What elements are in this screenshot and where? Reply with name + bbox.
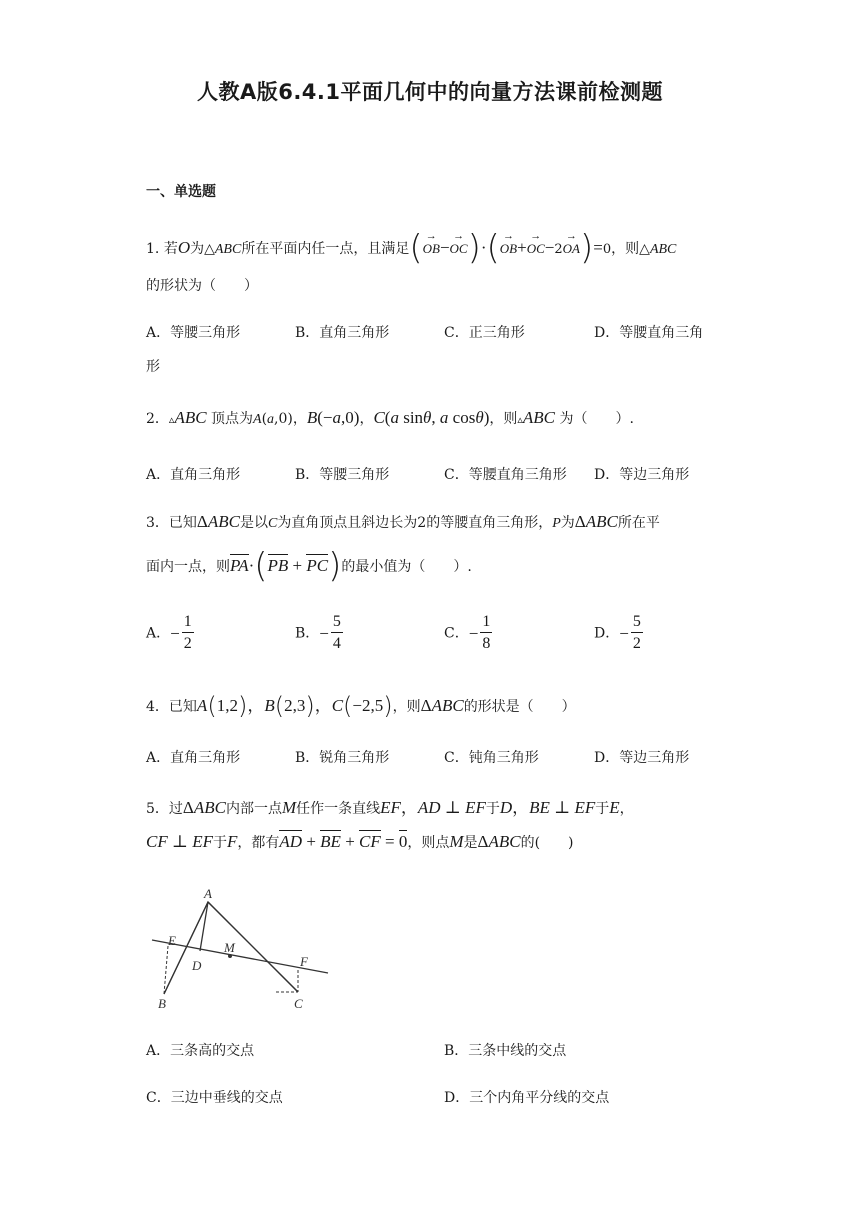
question-number: 2． <box>146 411 169 427</box>
q5-text: 的( ) <box>520 835 574 851</box>
question-number: 3． <box>146 515 169 531</box>
q1-option-d[interactable]: D．等腰直角三角 <box>594 325 704 341</box>
q1-text: ，则△ <box>611 241 650 257</box>
q5-text: 于 <box>595 801 610 817</box>
label-f: F <box>300 954 308 969</box>
point-m: M <box>281 798 297 817</box>
q5-text: 任作一条直线 <box>296 801 381 817</box>
question-3-line-2: 面内一点，则PA·(PB + PC)的最小值为（ ）. <box>146 546 472 586</box>
option-label: A． <box>146 625 171 642</box>
q1-text: 所在平面内任一点，且满足 <box>241 241 410 257</box>
q3-text: 面内一点，则 <box>146 559 230 575</box>
q1-option-b[interactable]: B．直角三角形 <box>295 325 390 341</box>
numerator: 1 <box>480 612 492 633</box>
point-c: C <box>267 516 278 531</box>
denominator: 8 <box>482 635 491 652</box>
q1-option-a[interactable]: A．等腰三角形 <box>146 325 241 341</box>
q4-text: 已知 <box>168 699 197 715</box>
paren: ( <box>486 228 500 268</box>
q4-text: ，则 <box>392 699 421 715</box>
label-a: A <box>204 886 212 901</box>
paren: ( <box>409 228 423 268</box>
q4-text: 的形状是（ ） <box>463 699 576 715</box>
paren: ) <box>580 228 594 268</box>
q5-text: ，则点 <box>407 835 450 851</box>
q3-text: 为 <box>560 515 575 531</box>
question-1-line-1: 1. 若O为△ABC所在平面内任一点，且满足(→ OB−→ OC)·(→ OB+→ OC−2→ OA)=0，则△ABC <box>146 228 676 268</box>
q2-option-b[interactable]: B．等腰三角形 <box>295 467 390 483</box>
triangle-abc: ABC <box>649 242 677 257</box>
numerator: 5 <box>631 612 643 633</box>
q3-text: 的最小值为（ ）. <box>341 559 472 575</box>
q5-text: 内部一点 <box>225 801 282 817</box>
q1-text: 若 <box>163 241 178 257</box>
question-number: 1. <box>146 241 160 257</box>
q5-text: ，都有 <box>237 835 280 851</box>
option-label: C． <box>444 625 469 642</box>
q2-option-c[interactable]: C．等腰直角三角形 <box>444 467 567 483</box>
q3-text: 为直角顶点且斜边长为2的等腰直角三角形， <box>277 515 553 531</box>
question-1-line-2: 的形状为（ ） <box>146 278 258 294</box>
section-heading: 一、单选题 <box>146 184 216 200</box>
point-o: O <box>177 238 191 257</box>
q3-option-a[interactable]: A．− $\frac{1}{2}$ <box>146 612 194 655</box>
q1-text: 为△ <box>190 241 215 257</box>
q2-text: 顶点为 <box>211 411 254 427</box>
q2-text: 为（ ）. <box>559 411 634 427</box>
q5-option-d[interactable]: D．三个内角平分线的交点 <box>444 1090 610 1106</box>
q3-text: 所在平 <box>617 515 660 531</box>
question-3-line-1: 3．已知ΔABC是以C为直角顶点且斜边长为2的等腰直角三角形，P为ΔABC所在平 <box>146 512 660 531</box>
q5-text: 过 <box>168 801 183 817</box>
q5-text: 是 <box>463 835 478 851</box>
q4-option-c[interactable]: C．钝角三角形 <box>444 750 539 766</box>
point-p: P <box>552 516 561 531</box>
option-label: D． <box>594 625 620 642</box>
label-c: C <box>294 996 303 1010</box>
paren: ) <box>467 228 481 268</box>
label-e: E <box>168 933 176 948</box>
q5-option-a[interactable]: A．三条高的交点 <box>146 1043 255 1059</box>
q2-text: ，则 <box>489 411 518 427</box>
q3-text: 已知 <box>168 515 197 531</box>
q3-text: 是以 <box>239 515 268 531</box>
question-5-line-1: 5．过ΔABC内部一点M任作一条直线EF，AD ⊥ EF于D，BE ⊥ EF于E， <box>146 798 634 817</box>
q4-option-b[interactable]: B．锐角三角形 <box>295 750 390 766</box>
q5-text: 于 <box>213 835 228 851</box>
question-number: 4． <box>146 699 169 715</box>
denominator: 2 <box>632 635 641 652</box>
q1-option-c[interactable]: C．正三角形 <box>444 325 525 341</box>
question-number: 5． <box>146 801 169 817</box>
q1-option-d-wrap: 形 <box>146 359 160 375</box>
label-d: D <box>192 958 202 973</box>
q5-text: 于 <box>485 801 500 817</box>
q3-option-d[interactable]: D．− $\frac{5}{2}$ <box>594 612 643 655</box>
denominator: 4 <box>332 635 341 652</box>
question-4-line-1: 4．已知A(1,2)，B(2,3)，C(−2,5)，则ΔABC的形状是（ ） <box>146 692 576 720</box>
numerator: 1 <box>182 612 194 633</box>
q4-option-d[interactable]: D．等边三角形 <box>594 750 690 766</box>
geometry-figure <box>148 884 332 1010</box>
q3-option-b[interactable]: B．− $\frac{5}{4}$ <box>295 612 343 655</box>
question-2-line-1: 2．▵ABC 顶点为A(a,0)，B(−a,0)，C(a sinθ, a cosθ)，则▵ABC 为（ ）. <box>146 408 634 427</box>
q4-option-a[interactable]: A．直角三角形 <box>146 750 241 766</box>
triangle-abc: ABC <box>214 242 242 257</box>
denominator: 2 <box>183 635 192 652</box>
q5-option-b[interactable]: B．三条中线的交点 <box>444 1043 567 1059</box>
q2-option-d[interactable]: D．等边三角形 <box>594 467 690 483</box>
q2-option-a[interactable]: A．直角三角形 <box>146 467 241 483</box>
question-5-line-2: CF ⊥ EF于F，都有AD + BE + CF = 0，则点M是ΔABC的( ) <box>146 832 574 851</box>
label-m: M <box>224 940 235 955</box>
line-ef: EF <box>380 798 401 817</box>
numerator: 5 <box>331 612 343 633</box>
q3-option-c[interactable]: C．− $\frac{1}{8}$ <box>444 612 492 655</box>
label-b: B <box>158 996 166 1010</box>
q5-option-c[interactable]: C．三边中垂线的交点 <box>146 1090 283 1106</box>
page-title: 人教A版6.4.1平面几何中的向量方法课前检测题 <box>196 80 664 104</box>
option-label: B． <box>295 625 320 642</box>
